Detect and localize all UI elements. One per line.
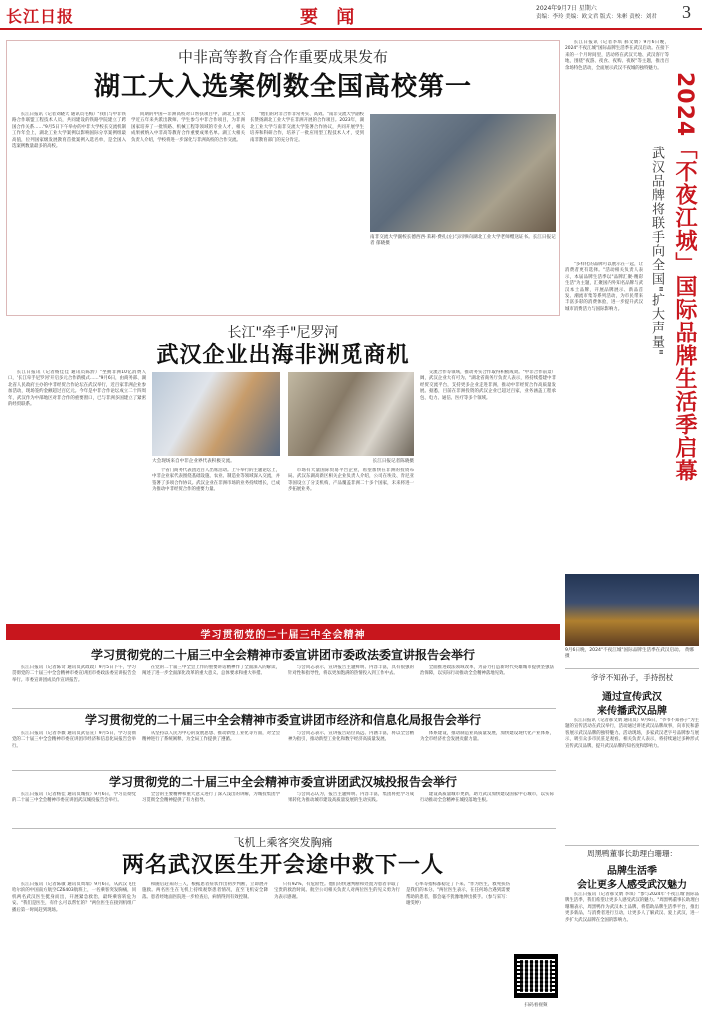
- story2-photo-2-caption: 长江日报记者陈晓摄: [372, 459, 414, 464]
- qr-code-caption: 扫码看视频: [524, 1003, 548, 1008]
- story3-column-1: [12, 882, 136, 1020]
- report1-headline: 学习贯彻党的二十届三中全会精神市委宣讲团市委政法委宣讲报告会举行: [90, 648, 475, 662]
- report1-column-3: [288, 665, 414, 705]
- report2-column-2: [142, 731, 280, 767]
- right-story2-body: [565, 718, 699, 842]
- story1-headline: 湖工大入选案例数全国高校第一: [93, 72, 472, 102]
- report1-column-2: [142, 665, 280, 705]
- story1-column-2: [131, 112, 245, 312]
- report2-headline: 学习贯彻党的二十届三中全会精神市委宣讲团市经济和信息化局报告会举行: [84, 713, 481, 727]
- report2-column-3: [288, 731, 414, 767]
- report1-col4-text: 全面推进政法领域改革，为奋力打造新时代英雄城市提供坚强法治保障，以实际行动推动全会精神落地见效。: [420, 665, 554, 677]
- story3-col4-text: 心率等指标都稳定了下来。"作为医生，救死扶伤是我们的本分。"两位医生表示，在任何场合遇到需要帮助的患者，都会毫不犹豫地伸出援手。（参与采写：谢雯婷）: [406, 882, 510, 907]
- report2-col1-text: 长江日报讯（记者李薇 通讯员武信宣）9月5日，学习贯彻党的二十届三中全会精神市委宣讲团市经济和信息化局报告会举行。: [12, 731, 136, 749]
- right-story3-headline-1: 品牌生活季: [607, 866, 657, 877]
- divider: [12, 770, 556, 771]
- story2-col3-text: 市场有大量国际贸易平台企业，希望加快在非洲的投资布局。武汉东湖高新区相关企业负责人介绍，公司在埃及、肯尼亚等国设立了分支机构，产品覆盖非洲二十多个国家，未来将进一步拓展业务。: [288, 468, 414, 493]
- right-story3-kicker: 周黑鸭董事长助理白珊珊：: [587, 849, 677, 858]
- report3-headline: 学习贯彻党的二十届三中全会精神市委宣讲团武汉城投报告会举行: [108, 775, 457, 789]
- section-title: 要 闻: [300, 7, 361, 28]
- report3-column-3: [288, 792, 414, 824]
- story1-kicker: 中非高等教育合作重要成果发布: [177, 48, 388, 66]
- divider: [565, 845, 699, 846]
- story2-column-3: [288, 468, 414, 618]
- story2-kicker: 长江"牵手"尼罗河: [227, 325, 339, 341]
- story2-col4-text: 交流合作等领域，推动务实合作取得积极成效。"中非合作前景广阔，武汉企业大有可为。"湖北省商务厅负责人表示，将持续搭建中非经贸交流平台，支持更多企业走进非洲，推动中非经贸合作高质量发展。据悉，目前在非洲投资的武汉企业已超过百家，业务涵盖工程承包、电力、通信、医疗等多个领域。: [420, 370, 556, 401]
- report3-column-4: [420, 792, 554, 824]
- report3-col1-text: 长江日报讯（记者杨佳 通讯员城投）9月6日，学习贯彻党的二十届三中全会精神市委宣讲团武汉城投报告会举行。: [12, 792, 136, 804]
- issue-date: 2024年9月7日 星期六: [536, 5, 597, 12]
- report1-column-4: [420, 665, 554, 705]
- story3-kicker: 飞机上乘客突发胸痛: [233, 836, 333, 849]
- report2-column-1: [12, 731, 136, 767]
- story2-column-1: [8, 370, 146, 620]
- right-story2-headline-2: 来传播武汉品牌: [597, 706, 667, 717]
- story3-headline: 两名武汉医生开会途中救下一人: [121, 853, 444, 878]
- divider: [565, 668, 699, 669]
- story1-col2-text: 同期的中国—非洲高校对口帮扶项目中，湖北工业大学近五年来共派出教师、学生参与中非合作项目，为非洲国家培养了一批铁路、机械工程等领域的专业人才，相关成果被纳入中非高等教育合作重要成果名单。湖工大相关负责人介绍，学校将进一步深化与非洲高校的合作交流。: [131, 112, 245, 143]
- story2-col1-text: 长江日报讯（记者杨佳佳 通讯员陈黔）"坐拥非洲10亿消费人口，'长江牵手尼罗河'开启多元合作新模式……"9月6日，由商务部、湖北省人民政府主办的中非经贸合作论坛在武汉举行，近百家非洲企业参加活动，现场签约金额超过百亿元。今年是中非合作论坛成立二十四周年，武汉作为中部地区对非合作的重要窗口，已与非洲多国建立了紧密的经贸联系。: [8, 370, 146, 408]
- story2-column-4: [420, 370, 556, 620]
- right-story-column-2: [565, 262, 643, 572]
- right-story-col1-text: 长江日报讯（记者李琪 郝文婧）9月6日晚，2024"不夜江城"国际品牌生活季在武汉启动。在接下来的一个月时间里，活动将在武汉天地、武汉客厅等地，围绕"夜游、夜食、夜购、夜娱"等主题，推出百余场特色活动，全面展示武汉不夜城的独特魅力。: [565, 40, 669, 71]
- story2-photo-2: [288, 372, 414, 456]
- story1-column-1: [12, 112, 126, 312]
- story3-column-3: [274, 882, 400, 1020]
- report3-col3-text: 与会同志认为，报告主题鲜明、内容丰富，集团将把学习成果转化为推动城市建设高质量发展的生动实践。: [288, 792, 414, 804]
- story2-headline: 武汉企业出海非洲觅商机: [156, 343, 410, 368]
- story2-photo-1-caption: 大会现场来自中非企业界代表积极交流。: [152, 459, 235, 464]
- report2-col3-text: 与会同志表示，宣讲报告站位高远、内涵丰富，将以全会精神为指引，推动新型工业化和数字经济高质量发展。: [288, 731, 414, 743]
- report3-col4-text: 建设高质量城市更新，助力武汉加快建设国家中心城市，以实际行动推动全会精神在城投落地生根。: [420, 792, 554, 804]
- right-story-vertical-headline: 2024「不夜江城」国际品牌生活季启幕: [672, 72, 697, 483]
- section-banner-text: 学习贯彻党的二十届三中全会精神: [200, 630, 366, 641]
- report2-col4-text: 体系建设，推动制造业高质量发展，加快建设现代化产业体系，为全市经济社会发展贡献力量。: [420, 731, 554, 743]
- story1-photo-caption: 南非交流大学副校长德西西·茉莉·费扎(左)与同事向湖北工业大学老师赠送证书。长江日报记者 郁晓摄: [370, 235, 556, 247]
- report1-col3-text: 与会同志表示，宣讲报告主题鲜明、内容丰富，具有很强的针对性和指导性，将以更加饱满的热情投入到工作中去。: [288, 665, 414, 677]
- right-story2-text: 长江日报讯（记者郝文婧 通讯员）9月6日，"爷爷不知孙子"为主题的宣传活动在武汉举行，活动通过讲述武汉品牌故事，向市民和游客展示武汉品牌的独特魅力。活动现场，多家武汉老字号品牌参与展示，吸引众多市民驻足观看。相关负责人表示，将持续通过多种形式宣传武汉品牌，提升武汉品牌的知名度和影响力。: [565, 718, 699, 749]
- right-story2-headline-1: 通过宣传武汉: [602, 692, 662, 703]
- right-story-photo: [565, 574, 699, 646]
- story1-column-3: [250, 112, 364, 312]
- editors-line: 责编：李玲 美编：欧文君 版式：朱彬 责校：刘君: [536, 14, 657, 20]
- right-story3-headline-2: 会让更多人感受武汉魅力: [577, 880, 687, 891]
- right-story3-text: 长江日报讯（记者郝文婧 李琪）"参与2024年'不夜江城'国际品牌生活季，我们希望让更多人感受武汉的魅力。"周黑鸭董事长助理白珊珊表示，周黑鸭作为武汉本土品牌，将借助品牌生活季平台，推出更多新品，与消费者进行互动，让更多人了解武汉、爱上武汉，进一步扩大武汉品牌在全国的影响力。: [565, 892, 699, 923]
- divider: [12, 828, 556, 829]
- story3-col2-text: 和随后赶来的三人，根据患者症状作出初步判断，立即展开施救。两名医生在飞机上持续观察患者情况，直至飞机安全降落。患者经地面医院进一步检查后，病情得到有效控制。: [142, 882, 268, 900]
- report2-column-4: [420, 731, 554, 767]
- report3-col2-text: 全会的主要精神和重大意义进行了深入浅出的讲解，为城投集团学习贯彻全会精神提供了有力指导。: [142, 792, 280, 804]
- story1-col3-text: "他们的对非合作非常务实、高效。"南非交流大学副校长赞扬湖北工业大学在非洲开展的合作项目。2023年，湖北工业大学与南非交流大学签署合作协议，共同开展学生培养和科研合作，培养了一批应用型工程技术人才，受到南非教育部门的充分肯定。: [250, 112, 364, 143]
- qr-code-pattern: [520, 960, 552, 992]
- page-number: 3: [682, 2, 691, 22]
- right-story-col2-text: "多样化的品牌可以展示在一起，让消费者更有选择。"活动相关负责人表示，本届品牌生活季以"品牌汇聚·精彩生活"为主题，汇聚国内外知名品牌与武汉本土品牌，开展品牌展示、新品首发、潮流市集等系列活动，为市民带来丰富多彩的消费体验，进一步提升武汉城市消费活力与国际影响力。: [565, 262, 643, 312]
- right-story-photo-caption: 9月6日晚，2024"不夜江城"国际品牌生活季在武汉启动。 黄娜 摄: [565, 648, 694, 659]
- newspaper-logo: 长江日报: [6, 7, 75, 26]
- story2-col2-text: 个省门商务代表团近百人出席活动。上午举行的主题论坛上，中非企业家代表围绕基础设施、农业、制造业等领域深入交流，并签署了多项合作协议。武汉企业在非洲市场的业务持续增长，已成为推动中非经贸合作的重要力量。: [152, 468, 280, 493]
- report1-column-1: [12, 665, 136, 705]
- story3-col1-text: 长江日报讯（记者陈敏 通讯员周瑞）9月6日，从武汉飞往哈尔滨的中国南方航空CZ6403航班上，一名乘客突发胸痛，同机两名武汉医生挺身而出，开展紧急救治，最终乘客转危为安。"我们是医生，有什么可以帮忙的？"两位医生在接到机组广播后第一时间赶到现场。: [12, 882, 136, 913]
- story1-photo: [370, 114, 556, 232]
- story3-column-2: [142, 882, 268, 1020]
- right-story2-kicker: 爷爷不知孙子，手持拐杖: [590, 673, 674, 682]
- report2-col2-text: 从坚持以人民为中心的发展思想、推动新型工业化等方面，对全会精神进行了系统阐释，为全局工作提供了遵循。: [142, 731, 280, 743]
- story3-column-4: [406, 882, 510, 1020]
- story2-photo-1: [152, 372, 280, 456]
- report3-column-1: [12, 792, 136, 824]
- divider: [12, 708, 556, 709]
- story2-column-2: [152, 468, 280, 618]
- report1-col1-text: 长江日报讯（记者陈奇 通讯员武政政）9月5日下午，学习贯彻党的二十届三中全会精神市委宣讲团市委政法委宣讲报告会举行。市委宣讲团成员作宣讲报告。: [12, 665, 136, 683]
- story3-col3-text: 只有92%，有危险性。他们的快速判断和处置为患者争取了宝贵的救治时间。航空公司相关负责人对两位医生的见义勇为行为表示感谢。: [274, 882, 400, 900]
- right-story-vertical-subhead: 武汉品牌将联手向全国"扩大声量": [649, 146, 664, 356]
- report1-col2-text: 在党的二十届三中全会上作的重要讲话精神作了全面深入的解读，阐述了进一步全面深化改革的重大意义、总体要求和重大举措。: [142, 665, 280, 677]
- right-story3-body: [565, 892, 699, 1020]
- report3-column-2: [142, 792, 280, 824]
- story1-col1-text: 长江日报讯（记者刘晓天 通讯员毛梅）"我们与中非铁路合作联盟工程技术人员，共同建设的铁路学院建立了跨国合作关系……"9月5日下午举办的中非大学校长交流机制工作年会上，湖北工业大学案例以影响国际分享案例组最高值，位列国家级发展教育首批案例入选名单，是全国入选案例数量最多的高校。: [12, 112, 126, 150]
